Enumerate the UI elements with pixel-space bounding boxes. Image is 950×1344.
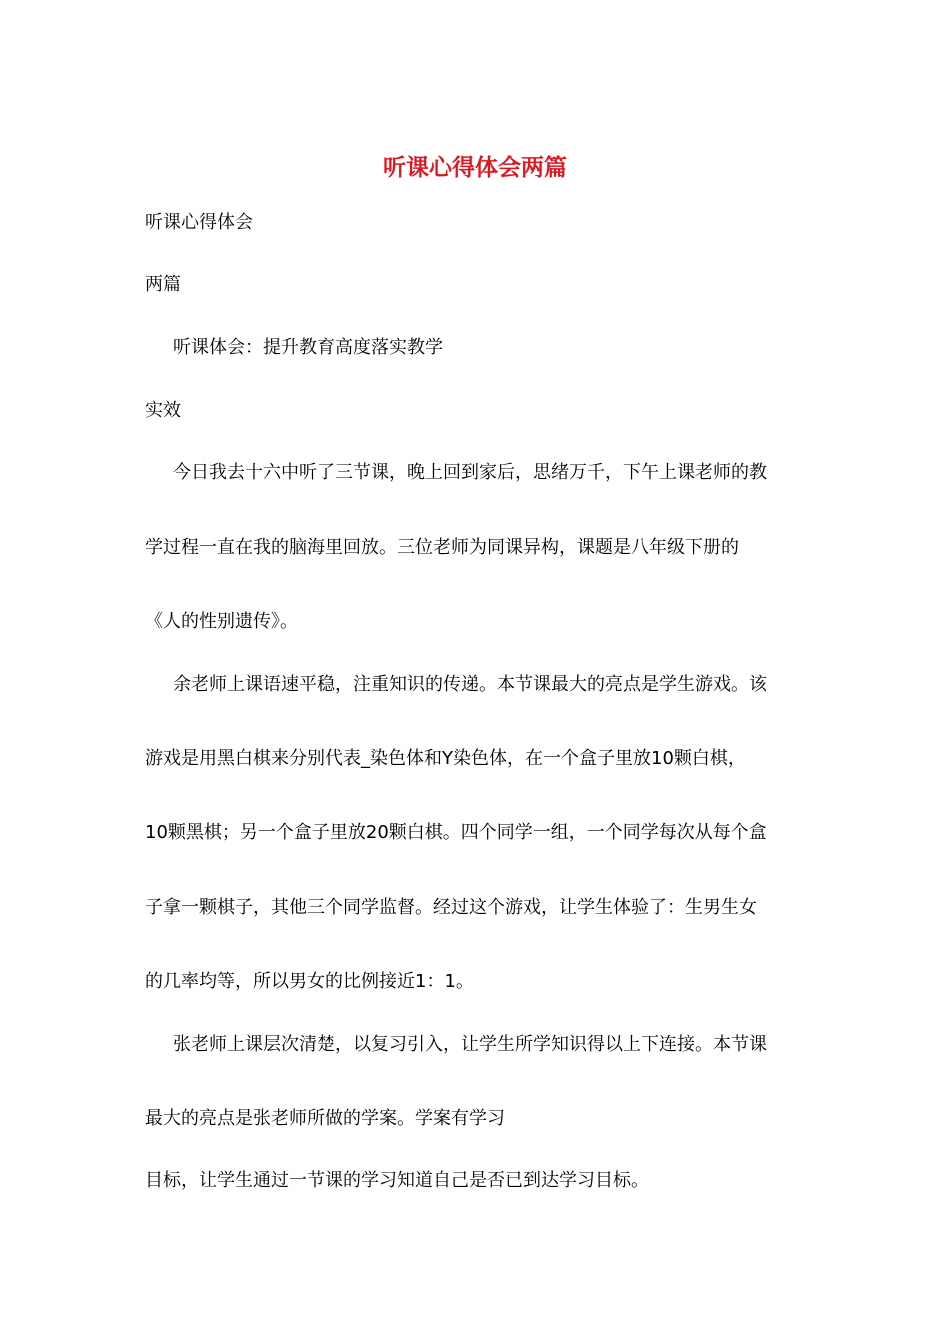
paragraph-2-line-2: 游戏是用黑白棋来分别代表_染色体和Y染色体，在一个盒子里放10颗白棋， (145, 748, 746, 769)
paragraph-1-line-2: 学过程一直在我的脑海里回放。三位老师为同课异构，课题是八年级下册的 (145, 537, 739, 558)
heading-line-1: 听课心得体会 (145, 212, 253, 233)
paragraph-3-line-2: 最大的亮点是张老师所做的学案。学案有学习 (145, 1108, 505, 1129)
heading-line-2: 两篇 (145, 274, 181, 295)
subheading-line-1: 听课体会：提升教育高度落实教学 (173, 337, 443, 358)
paragraph-1-line-1: 今日我去十六中听了三节课，晚上回到家后，思绪万千，下午上课老师的教 (173, 462, 767, 483)
paragraph-1-line-3: 《人的性别遗传》。 (145, 611, 298, 632)
subheading-line-2: 实效 (145, 400, 181, 421)
document-title: 听课心得体会两篇 (383, 155, 567, 181)
paragraph-3-line-3: 目标，让学生通过一节课的学习知道自己是否已到达学习目标。 (145, 1170, 649, 1191)
paragraph-2-line-4: 子拿一颗棋子，其他三个同学监督。经过这个游戏，让学生体验了：生男生女 (145, 897, 757, 918)
paragraph-3-line-1: 张老师上课层次清楚，以复习引入，让学生所学知识得以上下连接。本节课 (173, 1034, 767, 1055)
paragraph-2-line-5: 的几率均等，所以男女的比例接近1：1。 (145, 971, 474, 992)
paragraph-2-line-3: 10颗黑棋；另一个盒子里放20颗白棋。四个同学一组，一个同学每次从每个盒 (145, 822, 767, 843)
paragraph-2-line-1: 余老师上课语速平稳，注重知识的传递。本节课最大的亮点是学生游戏。该 (173, 674, 767, 695)
